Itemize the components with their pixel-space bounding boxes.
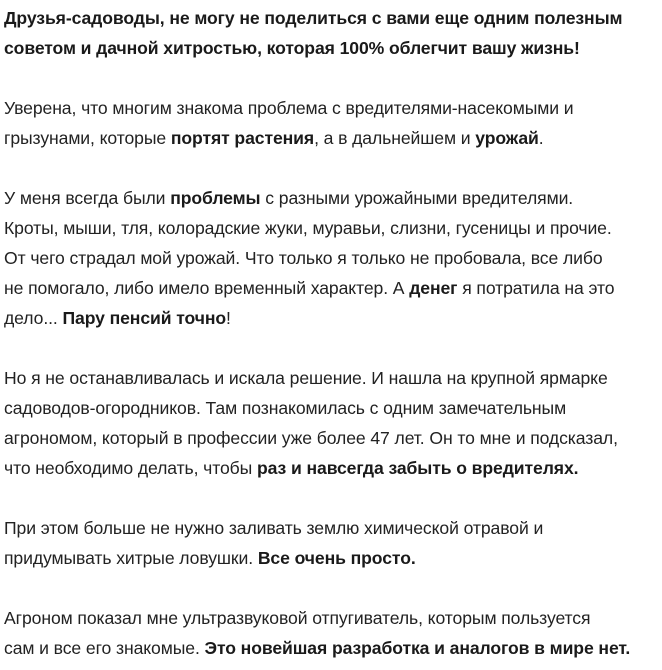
text-line <box>4 213 662 243</box>
text-line <box>4 183 662 213</box>
bold-text: проблемы <box>170 188 261 208</box>
article-body <box>0 3 662 663</box>
text-segment: садоводов-огородников. Там познакомилась с одним замечательным <box>4 398 567 418</box>
text-segment: придумывать хитрые ловушки. <box>4 548 258 568</box>
text-segment: дело... <box>4 308 63 328</box>
paragraph-4 <box>4 363 662 483</box>
paragraph-1 <box>4 3 662 63</box>
bold-text: раз и навсегда забыть о вредителях. <box>257 458 579 478</box>
text-segment: ! <box>226 308 231 328</box>
bold-text: Это новейшая разработка и аналогов в мире нет. <box>204 638 631 658</box>
text-segment: Кроты, мыши, тля, колорадские жуки, муравьи, слизни, гусеницы и прочие. <box>4 218 612 238</box>
text-line <box>4 513 662 543</box>
text-line <box>4 303 662 333</box>
text-segment: У меня всегда были <box>4 188 171 208</box>
text-segment: не помогало, либо имело временный характер. А <box>4 278 410 298</box>
text-segment: что необходимо делать, чтобы <box>4 458 257 478</box>
text-line <box>4 273 662 303</box>
bold-text: урожай <box>475 128 539 148</box>
text-line <box>4 363 662 393</box>
text-segment: сам и все его знакомые. <box>4 638 205 658</box>
text-line <box>4 33 662 63</box>
text-segment: грызунами, которые <box>4 128 171 148</box>
bold-text: Друзья-садоводы, не могу не поделиться с вами еще одним полезным <box>4 8 623 28</box>
text-line <box>4 123 662 153</box>
bold-text: советом и дачной хитростью, которая 100% облегчит вашу жизнь! <box>4 38 580 58</box>
text-line <box>4 453 662 483</box>
text-segment: агрономом, который в профессии уже более 47 лет. Он то мне и подсказал, <box>4 428 618 448</box>
paragraph-6 <box>4 603 662 663</box>
paragraph-5 <box>4 513 662 573</box>
text-line <box>4 243 662 273</box>
bold-text: Пару пенсий точно <box>62 308 227 328</box>
text-segment: При этом больше не нужно заливать землю химической отравой и <box>4 518 544 538</box>
text-segment: с разными урожайными вредителями. <box>260 188 574 208</box>
bold-text: портят растения <box>170 128 315 148</box>
paragraph-2 <box>4 93 662 153</box>
text-segment: , а в дальнейшем и <box>314 128 476 148</box>
text-line <box>4 3 662 33</box>
text-line <box>4 543 662 573</box>
text-line <box>4 393 662 423</box>
text-segment: Агроном показал мне ультразвуковой отпугиватель, которым пользуется <box>4 608 591 628</box>
text-line <box>4 603 662 633</box>
text-segment: Уверена, что многим знакома проблема с вредителями-насекомыми и <box>4 98 574 118</box>
bold-text: денег <box>409 278 458 298</box>
text-line <box>4 633 662 663</box>
text-segment: я потратила на это <box>457 278 615 298</box>
text-segment: . <box>538 128 544 148</box>
text-segment: От чего страдал мой урожай. Что только я только не пробовала, все либо <box>4 248 603 268</box>
text-segment: Но я не останавливалась и искала решение. И нашла на крупной ярмарке <box>4 368 608 388</box>
paragraph-3 <box>4 183 662 333</box>
text-line <box>4 423 662 453</box>
text-line <box>4 93 662 123</box>
bold-text: Все очень просто. <box>257 548 416 568</box>
